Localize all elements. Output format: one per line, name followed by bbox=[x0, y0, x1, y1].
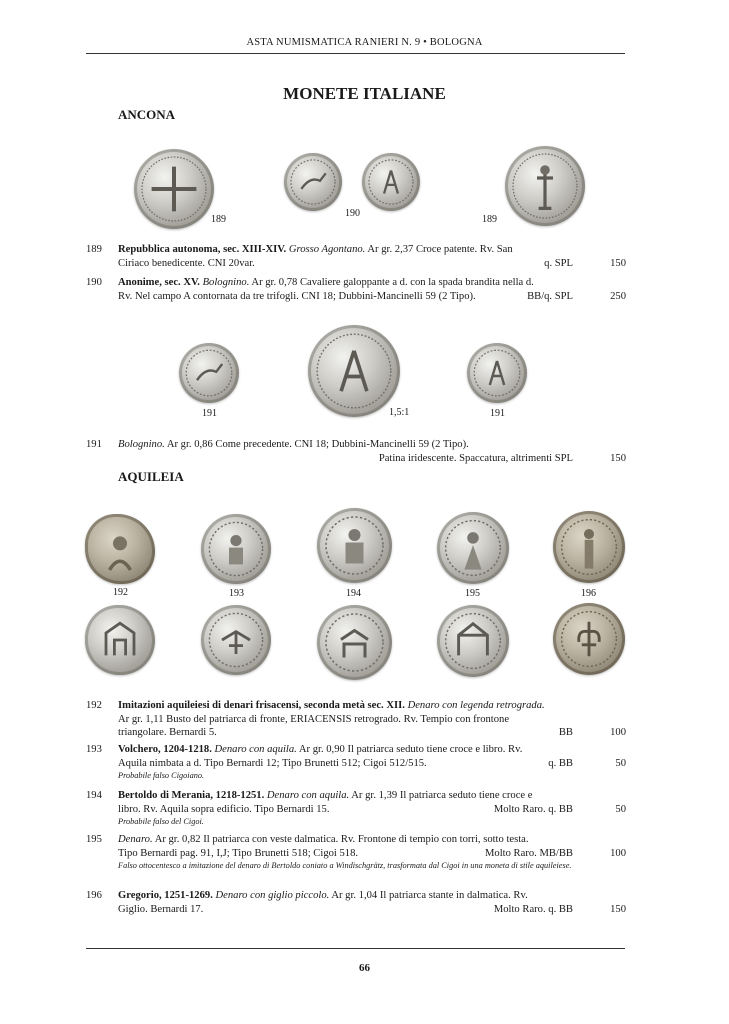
coin-image-189-reverse bbox=[505, 146, 585, 226]
lot-description-2: Aquila nimbata a d. Tipo Bernardi 12; Tipo Brunetti 512; Cigoi 512/515. bbox=[118, 757, 427, 769]
lot-note: Probabile falso Cigoiano. bbox=[118, 771, 205, 780]
header-rule bbox=[86, 53, 625, 54]
caption-196: 196 bbox=[581, 588, 596, 599]
lot-grade: q. SPL bbox=[544, 257, 573, 269]
coin-image-193-obverse bbox=[201, 514, 271, 584]
coin-image-190-obverse bbox=[284, 153, 342, 211]
lot-denomination: Denaro con aquila. bbox=[214, 744, 297, 755]
caption-191-left: 191 bbox=[202, 408, 217, 419]
lot-price: 100 bbox=[610, 847, 626, 859]
lot-price: 50 bbox=[615, 757, 626, 769]
section-heading-aquileia: AQUILEIA bbox=[118, 469, 184, 484]
lot-description: Ar gr. 0,86 Come precedente. CNI 18; Dubbini-Mancinelli 59 (2 Tipo). bbox=[164, 439, 469, 450]
lot-grade: Molto Raro. MB/BB bbox=[485, 847, 573, 859]
coin-image-192-obverse bbox=[85, 514, 155, 584]
lot-price: 150 bbox=[610, 903, 626, 915]
lot-number: 192 bbox=[86, 700, 102, 711]
lot-193 bbox=[86, 743, 626, 781]
lot-number: 189 bbox=[86, 244, 102, 255]
coin-image-193-reverse bbox=[201, 605, 271, 675]
lot-grade: Patina iridescente. Spaccatura, altrimenti SPL bbox=[378, 452, 573, 464]
lot-192 bbox=[86, 699, 626, 740]
coin-image-196-obverse bbox=[553, 511, 625, 583]
lot-denomination: Denaro con giglio piccolo. bbox=[215, 890, 330, 901]
lot-grade: Molto Raro. q. BB bbox=[493, 903, 573, 915]
lot-number: 196 bbox=[86, 890, 102, 901]
lot-note: Probabile falso del Cigoi. bbox=[118, 817, 204, 826]
lot-grade: BB/q. SPL bbox=[527, 290, 573, 302]
caption-191-right: 191 bbox=[490, 408, 505, 419]
lot-description-2: Tipo Bernardi pag. 91, I,J; Tipo Brunetti 518; Cigoi 518. bbox=[118, 847, 359, 859]
caption-194: 194 bbox=[346, 588, 361, 599]
coin-image-190-reverse bbox=[362, 153, 420, 211]
caption-189-left: 189 bbox=[211, 214, 226, 225]
caption-195: 195 bbox=[465, 588, 480, 599]
coin-image-191-enlarged bbox=[308, 325, 400, 417]
lot-number: 194 bbox=[86, 790, 102, 801]
lot-194 bbox=[86, 789, 626, 827]
lot-denomination: Bolognino. bbox=[118, 439, 165, 450]
lot-description: Ar gr. 1,04 Il patriarca stante in dalmatica. Rv. bbox=[329, 890, 528, 901]
lot-denomination: Denaro con legenda retrograda. bbox=[407, 700, 545, 711]
coin-image-191-reverse bbox=[467, 343, 527, 403]
footer-rule bbox=[86, 948, 625, 949]
lot-heading: Gregorio, 1251-1269. bbox=[118, 890, 213, 901]
lot-denomination: Bolognino. bbox=[202, 277, 250, 288]
lot-grade: BB bbox=[558, 727, 573, 738]
coin-image-194-reverse bbox=[317, 605, 392, 680]
caption-193: 193 bbox=[229, 588, 244, 599]
lot-grade: q. BB bbox=[548, 757, 573, 769]
coin-image-189-obverse bbox=[134, 149, 214, 229]
lot-description: Ar gr. 1,39 Il patriarca seduto tiene croce e bbox=[349, 790, 533, 801]
lot-190 bbox=[86, 276, 626, 303]
lot-note: Falso ottocentesco a imitazione del denaro di Bertoldo coniato a Windischgrätz, trasformata dal Cigoi in una moneta di stile aquileiese. bbox=[118, 861, 572, 870]
lot-grade: Molto Raro. q. BB bbox=[493, 803, 573, 815]
lot-description: Ar gr. 1,11 Busto del patriarca di fronte, ERIACENSIS retrogrado. Rv. Tempio con frontone bbox=[118, 713, 510, 725]
lot-heading: Anonime, sec. XV. bbox=[118, 277, 200, 288]
lot-196 bbox=[86, 889, 626, 916]
lot-heading: Imitazioni aquileiesi di denari frisacensi, seconda metà sec. XII. bbox=[118, 700, 405, 711]
section-heading-ancona: ANCONA bbox=[118, 107, 176, 122]
lot-description-2: Rv. Nel campo A contornata da tre trifogli. CNI 18; Dubbini-Mancinelli 59 (2 Tipo). bbox=[118, 290, 476, 302]
lot-number: 195 bbox=[86, 834, 102, 845]
coin-image-192-reverse bbox=[85, 605, 155, 675]
lot-denomination: Denaro con aquila. bbox=[266, 790, 350, 801]
caption-191-scale: 1,5:1 bbox=[389, 407, 410, 418]
lot-description: Ar gr. 0,78 Cavaliere galoppante a d. con la spada brandita nella d. bbox=[249, 277, 534, 288]
lot-description-2: Giglio. Bernardi 17. bbox=[118, 903, 204, 915]
caption-189-right: 189 bbox=[482, 214, 497, 225]
lot-number: 191 bbox=[86, 439, 102, 450]
lot-price: 250 bbox=[610, 290, 626, 302]
lot-189 bbox=[86, 243, 626, 270]
page-number: 66 bbox=[359, 962, 370, 974]
lot-heading: Volchero, 1204-1218. bbox=[118, 744, 212, 755]
coin-image-194-obverse bbox=[317, 508, 392, 583]
page-title: MONETE ITALIANE bbox=[283, 84, 446, 103]
coin-image-195-reverse bbox=[437, 605, 509, 677]
lot-description-2: Ciriaco benedicente. CNI 20var. bbox=[118, 257, 255, 269]
caption-190: 190 bbox=[345, 208, 360, 219]
coin-image-196-reverse bbox=[553, 603, 625, 675]
coin-image-191-obverse bbox=[179, 343, 239, 403]
lot-description-2: libro. Rv. Aquila sopra edificio. Tipo Bernardi 15. bbox=[118, 803, 330, 815]
lot-description: Ar gr. 0,90 Il patriarca seduto tiene croce e libro. Rv. bbox=[296, 744, 523, 755]
lot-heading: Repubblica autonoma, sec. XIII-XIV. bbox=[118, 244, 287, 255]
lot-195 bbox=[86, 833, 626, 871]
lot-price: 150 bbox=[610, 257, 626, 269]
caption-192: 192 bbox=[113, 587, 128, 598]
lot-price: 50 bbox=[615, 803, 626, 815]
lot-denomination: Grosso Agontano. bbox=[288, 244, 366, 255]
lot-description: Ar gr. 2,37 Croce patente. Rv. San bbox=[365, 244, 513, 255]
lot-number: 193 bbox=[86, 744, 102, 755]
lot-price: 100 bbox=[610, 727, 626, 738]
lot-denomination: Denaro. bbox=[118, 834, 153, 845]
lot-description-2: triangolare. Bernardi 5. bbox=[118, 727, 217, 738]
coin-image-195-obverse bbox=[437, 512, 509, 584]
lot-price: 150 bbox=[610, 452, 626, 464]
lot-description: Ar gr. 0,82 Il patriarca con veste dalmatica. Rv. Frontone di tempio con torri, sotto testa. bbox=[152, 834, 529, 845]
lot-heading: Bertoldo di Merania, 1218-1251. bbox=[118, 790, 265, 801]
lot-191 bbox=[86, 438, 626, 465]
running-header: ASTA NUMISMATICA RANIERI N. 9 • BOLOGNA bbox=[246, 37, 483, 48]
lot-number: 190 bbox=[86, 277, 102, 288]
